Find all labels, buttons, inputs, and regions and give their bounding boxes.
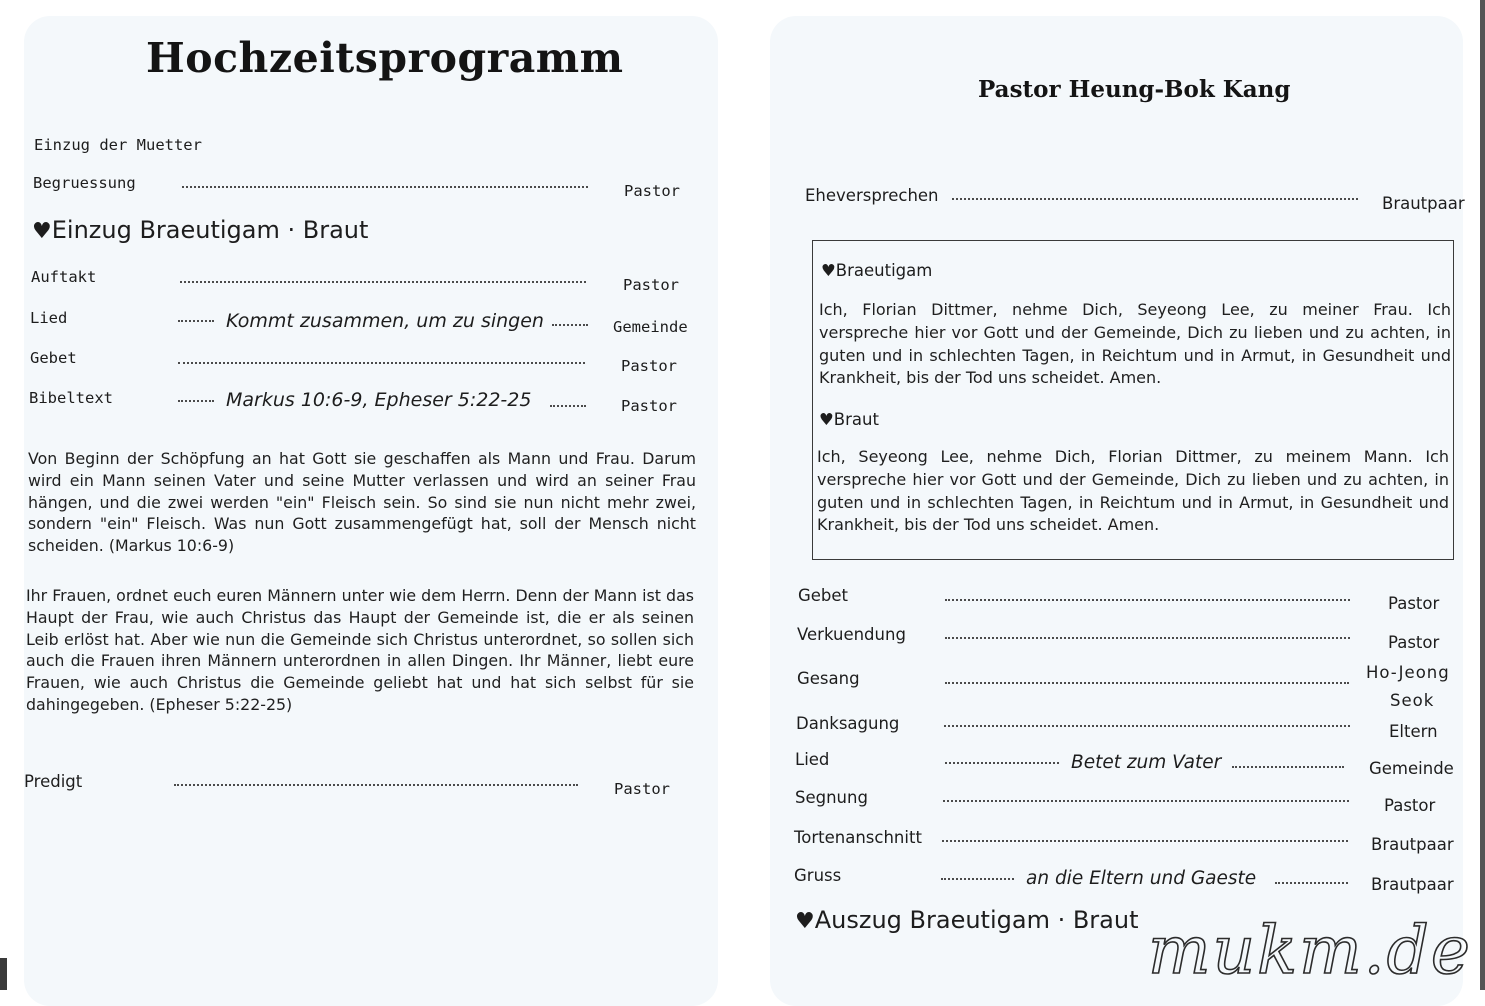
dot-leader [945,637,1350,639]
program-item-role: Pastor [1388,594,1440,613]
dot-leader [178,400,214,402]
program-item-role: Brautpaar [1371,835,1454,854]
section-heading-text: Einzug Braeutigam · Braut [51,216,369,244]
program-item-role: Ho-Jeong [1366,663,1450,682]
program-item-label: Tortenanschnitt [794,828,922,847]
dot-leader [180,281,586,283]
program-item-label: Bibeltext [29,389,113,407]
program-item-label: Lied [30,309,68,327]
dot-leader [178,362,585,364]
program-item-role-line2: Seok [1390,691,1435,710]
dot-leader [943,800,1349,802]
program-item-role: Pastor [1388,633,1440,652]
program-item-label: Gruss [794,866,842,885]
dot-leader [944,725,1350,727]
program-item-role: Gemeinde [613,318,688,336]
dot-leader [178,320,214,322]
dot-leader [945,762,1059,764]
program-item-role: Pastor [614,780,670,798]
vow-label-bride: ♥Braut [819,410,879,429]
heart-icon: ♥ [795,909,815,934]
program-item-detail: an die Eltern und Gaeste [1026,868,1257,889]
dot-leader [942,840,1348,842]
program-item-role: Pastor [621,397,677,415]
dot-leader [182,186,588,188]
dot-leader [952,198,1358,200]
vow-text-groom: Ich, Florian Dittmer, nehme Dich, Seyeong Lee, zu meiner Frau. Ich verspreche hier vor Gott und der Gemeinde, Dich zu lieben und zu achten, in guten und in schlechten Tagen, in Reichtum und in Armut, in Gesundheit und Krankheit, bis der Tod uns scheidet. Amen. [819,300,1451,388]
program-item-label: Einzug der Muetter [34,136,202,154]
program-item-role: Pastor [1384,796,1436,815]
dot-leader [174,784,578,786]
program-item-role: Pastor [624,182,680,200]
section-heading-text: Auszug Braeutigam · Braut [814,906,1139,934]
program-item-label: Gebet [798,586,849,605]
dot-leader [552,324,588,326]
program-item-label: Segnung [795,788,868,807]
program-item-label: Begruessung [33,174,136,192]
program-item-label: Auftakt [31,268,97,286]
program-item-detail: Markus 10:6-9, Epheser 5:22-25 [226,389,532,411]
program-item-label: Danksagung [796,714,900,733]
section-heading-exit [795,906,1139,934]
heart-icon: ♥ [32,219,52,244]
dot-leader [945,599,1350,601]
dot-leader [1275,882,1348,884]
dot-leader [1232,766,1344,768]
program-item-role: Gemeinde [1369,759,1454,778]
watermark-logo: mukm.de [1148,912,1472,989]
program-item-role: Pastor [621,357,677,375]
program-item-label: Verkuendung [797,625,906,644]
program-item-role: Eltern [1389,722,1438,741]
program-item-label: Gesang [797,669,860,688]
program-item-label: Lied [795,750,830,769]
scripture-paragraph: Von Beginn der Schöpfung an hat Gott sie geschaffen als Mann und Frau. Darum wird ein Mann seinen Vater und seine Mutter verlassen und wird an seiner Frau hängen, und die zwei werden "ein" Fleisch sein. So sind sie nun nicht mehr zwei, sondern "ein" Fleisch. Was nun Gott zusammengefügt hat, soll der Mensch nicht scheiden. (Markus 10:6-9) [28,449,696,556]
scripture-paragraph: Ihr Frauen, ordnet euch euren Männern unter wie dem Herrn. Denn der Mann ist das Haupt der Frau, wie auch Christus das Haupt der Gemeinde ist, die er als seinen Leib erlöst hat. Aber wie nun die Gemeinde sich Christus unterordnet, so sollen sich auch die Frauen ihren Männern unterordnen in allen Dingen. Ihr Männer, liebt eure Frauen, wie auch Christus die Gemeinde geliebt hat und hat sich selbst für sie dahingegeben. (Epheser 5:22-25) [26,586,694,714]
section-heading-entrance [32,216,368,244]
scan-corner-mark [0,958,7,990]
program-item-detail: Betet zum Vater [1071,752,1222,773]
program-item-label: Predigt [24,772,83,791]
program-item-label: Eheversprechen [805,186,939,205]
program-item-role: Brautpaar [1382,194,1465,213]
program-item-detail: Kommt zusammen, um zu singen [226,310,544,332]
page-title: Hochzeitsprogramm [146,34,624,82]
dot-leader [945,682,1349,684]
dot-leader [941,878,1014,880]
vow-text-bride: Ich, Seyeong Lee, nehme Dich, Florian Dittmer, zu meinem Mann. Ich verspreche hier vor Gott und der Gemeinde, Dich zu lieben und zu achten, in guten und in schlechten Tagen, in Reichtum und in Armut, in Gesundheit und Krankheit, bis der Tod uns scheidet. Amen. [817,447,1449,535]
program-item-role: Pastor [623,276,679,294]
dot-leader [550,405,586,407]
program-item-label: Gebet [30,349,77,367]
program-item-role: Brautpaar [1371,875,1454,894]
vow-label-groom: ♥Braeutigam [821,261,933,280]
scan-edge-mark [1480,0,1485,990]
pastor-title: Pastor Heung-Bok Kang [978,76,1291,103]
